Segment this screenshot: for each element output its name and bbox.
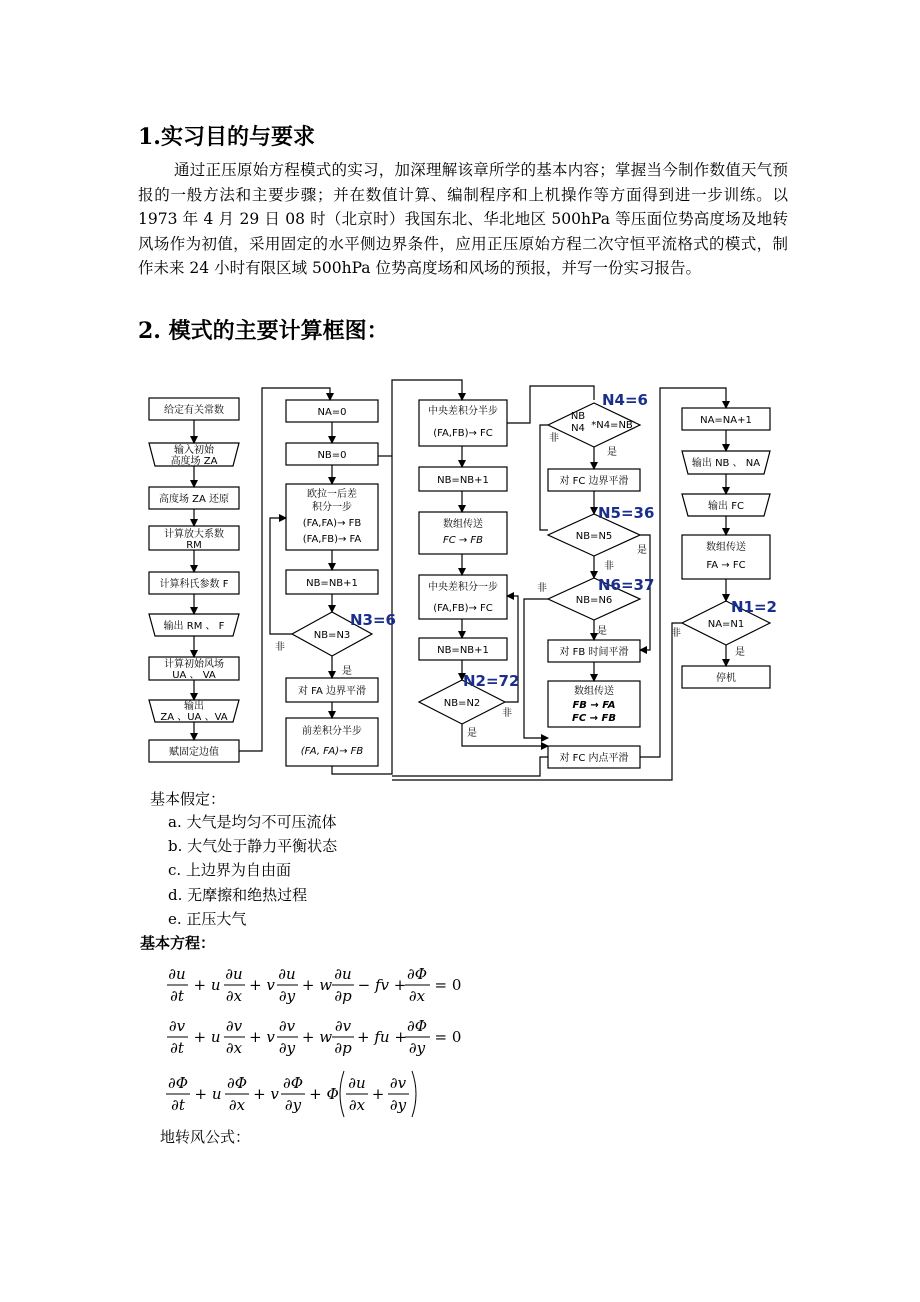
eq3-frac2-top: ∂Φ	[226, 1074, 248, 1092]
label-out3a: 输出	[184, 701, 204, 712]
eq1-frac1-top: ∂u	[168, 965, 186, 983]
eq1-op3: + w	[301, 976, 333, 994]
label-stop: 停机	[716, 673, 736, 684]
label-nbinc3: NB=NB+1	[437, 645, 489, 656]
label-fwd2: (FA, FA)→ FB	[300, 746, 364, 757]
label-yes-n3: 是	[342, 666, 352, 677]
label-fc-interior: 对 FC 内点平滑	[559, 753, 629, 764]
label-nbn6: NB=N6	[575, 595, 613, 606]
label-cs1: 中央差积分一步	[428, 582, 498, 593]
label-no-n2: 非	[502, 708, 512, 719]
label-no-n4: 非	[549, 433, 559, 444]
eq3-frac1-top: ∂Φ	[167, 1074, 189, 1092]
label-na0: NA=0	[317, 407, 347, 418]
eq1-op1: + u	[193, 976, 221, 994]
eq2-rhs: = 0	[434, 1028, 462, 1046]
label-tr1: 数组传送	[574, 686, 614, 697]
eq1-frac5-bot: ∂x	[408, 987, 426, 1005]
heading-objectives: 1.实习目的与要求	[138, 124, 315, 150]
label-fc-boundary: 对 FC 边界平滑	[559, 476, 629, 487]
label-restore: 高度场 ZA 还原	[158, 494, 230, 505]
label-ch2: (FA,FB)→ FC	[433, 428, 493, 439]
eq1-frac3-top: ∂u	[278, 965, 296, 983]
eq3-frac4-top: ∂u	[348, 1074, 366, 1092]
label-euler3: (FA,FA)→ FB	[302, 518, 362, 529]
label-input2: 高度场 ZA	[170, 456, 218, 467]
eq2-frac4-bot: ∂p	[334, 1039, 352, 1057]
eq3-op1: + u	[194, 1085, 222, 1103]
eq2-frac3-top: ∂v	[278, 1017, 296, 1035]
eq1-frac4-bot: ∂p	[334, 987, 352, 1005]
label-nbinc2: NB=NB+1	[437, 475, 489, 486]
label-nbinc1: NB=NB+1	[306, 578, 358, 589]
eq3-op2: + v	[253, 1085, 279, 1103]
label-no-n3: 非	[275, 642, 285, 653]
label-no-n5: 非	[604, 561, 614, 572]
label-fb-time: 对 FB 时间平滑	[559, 647, 629, 658]
eq1-frac3-bot: ∂y	[278, 987, 296, 1005]
equation-v	[162, 1014, 472, 1058]
label-n3-value: N3=6	[350, 611, 396, 629]
label-wind1: 计算初始风场	[164, 659, 224, 670]
flowchart	[140, 372, 785, 782]
eq2-frac1-bot: ∂t	[170, 1039, 184, 1057]
equation-u	[162, 962, 472, 1006]
label-no-n6: 非	[537, 583, 547, 594]
equations-title: 基本方程：	[140, 934, 216, 952]
label-fa-boundary: 对 FA 边界平滑	[297, 686, 367, 697]
eq2-frac1-top: ∂v	[168, 1017, 186, 1035]
intro-paragraph: 通过正压原始方程模式的实习，加深理解该章所学的基本内容；掌握当今制作数值天气预报的一般方法和主要步骤；并在数值计算、编制程序和上机操作等方面得到进一步训练。以 1973 年 4 月 29 日 08 时（北京时）我国东北、华北地区 500hPa 等压面位势高度场及地转风场作为初值，采用固定的水平侧边界条件，应用正压原始方程二次守恒平流格式的模式，制作未来 24 小时有限区域 500hPa 位势高度场和风场的预报，并写一份实习报告。	[138, 161, 788, 277]
label-nbn3: NB=N3	[313, 630, 351, 641]
label-at1: 数组传送	[443, 519, 483, 530]
eq2-op4: + fu +	[357, 1028, 407, 1046]
label-yes-n2: 是	[467, 728, 477, 739]
label-n5-value: N5=36	[598, 504, 655, 522]
label-fa-fc1: 数组传送	[706, 542, 746, 553]
eq1-frac1-bot: ∂t	[170, 987, 184, 1005]
geostrophic-title: 地转风公式：	[160, 1128, 251, 1146]
label-nb-n4b: N4	[571, 423, 585, 434]
label-f: 计算科氏参数 F	[159, 579, 229, 590]
eq3-frac5-bot: ∂y	[389, 1096, 407, 1114]
eq3-op4: +	[371, 1085, 385, 1103]
label-input1: 输入初始	[174, 445, 214, 456]
equation-phi	[162, 1068, 472, 1120]
label-fwd1: 前差积分半步	[302, 726, 362, 737]
eq1-rhs: = 0	[434, 976, 462, 994]
label-euler1: 欧拉一后差	[307, 489, 357, 500]
eq1-op4: − fv +	[357, 976, 407, 994]
label-n1-value: N1=2	[731, 598, 777, 616]
label-nb-n4a: NB	[570, 411, 586, 422]
eq3-frac3-top: ∂Φ	[282, 1074, 304, 1092]
label-out3b: ZA 、UA 、VA	[160, 712, 228, 723]
eq3-op3: + Φ	[309, 1085, 339, 1103]
label-na-inc: NA=NA+1	[700, 415, 752, 426]
eq3-frac3-bot: ∂y	[284, 1096, 302, 1114]
eq3-frac2-bot: ∂x	[228, 1096, 246, 1114]
eq1-op2: + v	[249, 976, 275, 994]
eq1-frac2-bot: ∂x	[225, 987, 243, 1005]
label-constants: 给定有关常数	[164, 405, 224, 416]
eq2-frac2-bot: ∂x	[225, 1039, 243, 1057]
label-tr3: FC → FB	[572, 713, 616, 724]
label-nb-n4c: *N4=NB	[591, 420, 633, 431]
label-yes-n4: 是	[607, 447, 617, 458]
label-rm2: RM	[186, 540, 202, 551]
label-fa-fc2: FA → FC	[706, 560, 746, 571]
eq2-frac5-bot: ∂y	[408, 1039, 426, 1057]
label-wind2: UA 、 VA	[172, 670, 216, 681]
label-out-fc: 输出 FC	[708, 501, 744, 512]
assumption-item: a. 大气是均匀不可压流体	[168, 813, 337, 831]
eq2-op3: + w	[301, 1028, 333, 1046]
assumption-item: c. 上边界为自由面	[168, 861, 291, 880]
label-out-nbna: 输出 NB 、 NA	[691, 458, 761, 469]
eq2-frac4-top: ∂v	[334, 1017, 352, 1035]
label-at2: FC → FB	[442, 535, 484, 546]
label-nan1: NA=N1	[707, 619, 745, 630]
label-nb0: NB=0	[317, 450, 347, 461]
eq2-frac2-top: ∂v	[225, 1017, 243, 1035]
assumption-item: e. 正压大气	[168, 909, 247, 928]
assumption-item: b. 大气处于静力平衡状态	[168, 837, 338, 856]
assumptions-title: 基本假定：	[150, 790, 226, 808]
eq1-frac4-top: ∂u	[334, 965, 352, 983]
eq1-frac2-top: ∂u	[225, 965, 243, 983]
label-yes-n6: 是	[597, 626, 607, 637]
eq2-frac3-bot: ∂y	[278, 1039, 296, 1057]
eq3-frac4-bot: ∂x	[348, 1096, 366, 1114]
label-euler4: (FA,FB)→ FA	[302, 534, 362, 545]
label-fixed: 赋固定边值	[169, 747, 219, 758]
eq2-frac5-top: ∂Φ	[406, 1017, 428, 1035]
label-no-n1: 非	[671, 628, 681, 639]
label-nbn2: NB=N2	[443, 698, 481, 709]
eq2-op1: + u	[193, 1028, 221, 1046]
label-out-rm: 输出 RM 、 F	[163, 621, 225, 632]
label-yes-n1: 是	[735, 647, 745, 658]
label-n2-value: N2=72	[463, 672, 520, 690]
eq3-frac5-top: ∂v	[389, 1074, 407, 1092]
eq3-frac1-bot: ∂t	[171, 1096, 185, 1114]
label-rm1: 计算放大系数	[164, 529, 224, 540]
label-n4-value: N4=6	[602, 391, 648, 409]
eq1-frac5-top: ∂Φ	[406, 965, 428, 983]
label-yes-n5: 是	[637, 545, 647, 556]
assumptions-list	[168, 810, 337, 931]
heading-flowchart: 2. 模式的主要计算框图：	[138, 318, 389, 344]
label-euler2: 积分一步	[312, 502, 352, 513]
label-n6-value: N6=37	[598, 576, 655, 594]
label-cs2: (FA,FB)→ FC	[433, 603, 493, 614]
label-nbn5: NB=N5	[575, 531, 613, 542]
assumption-item: d. 无摩擦和绝热过程	[168, 885, 308, 904]
eq2-op2: + v	[249, 1028, 275, 1046]
label-ch1: 中央差积分半步	[428, 406, 498, 417]
label-tr2: FB → FA	[572, 700, 616, 711]
